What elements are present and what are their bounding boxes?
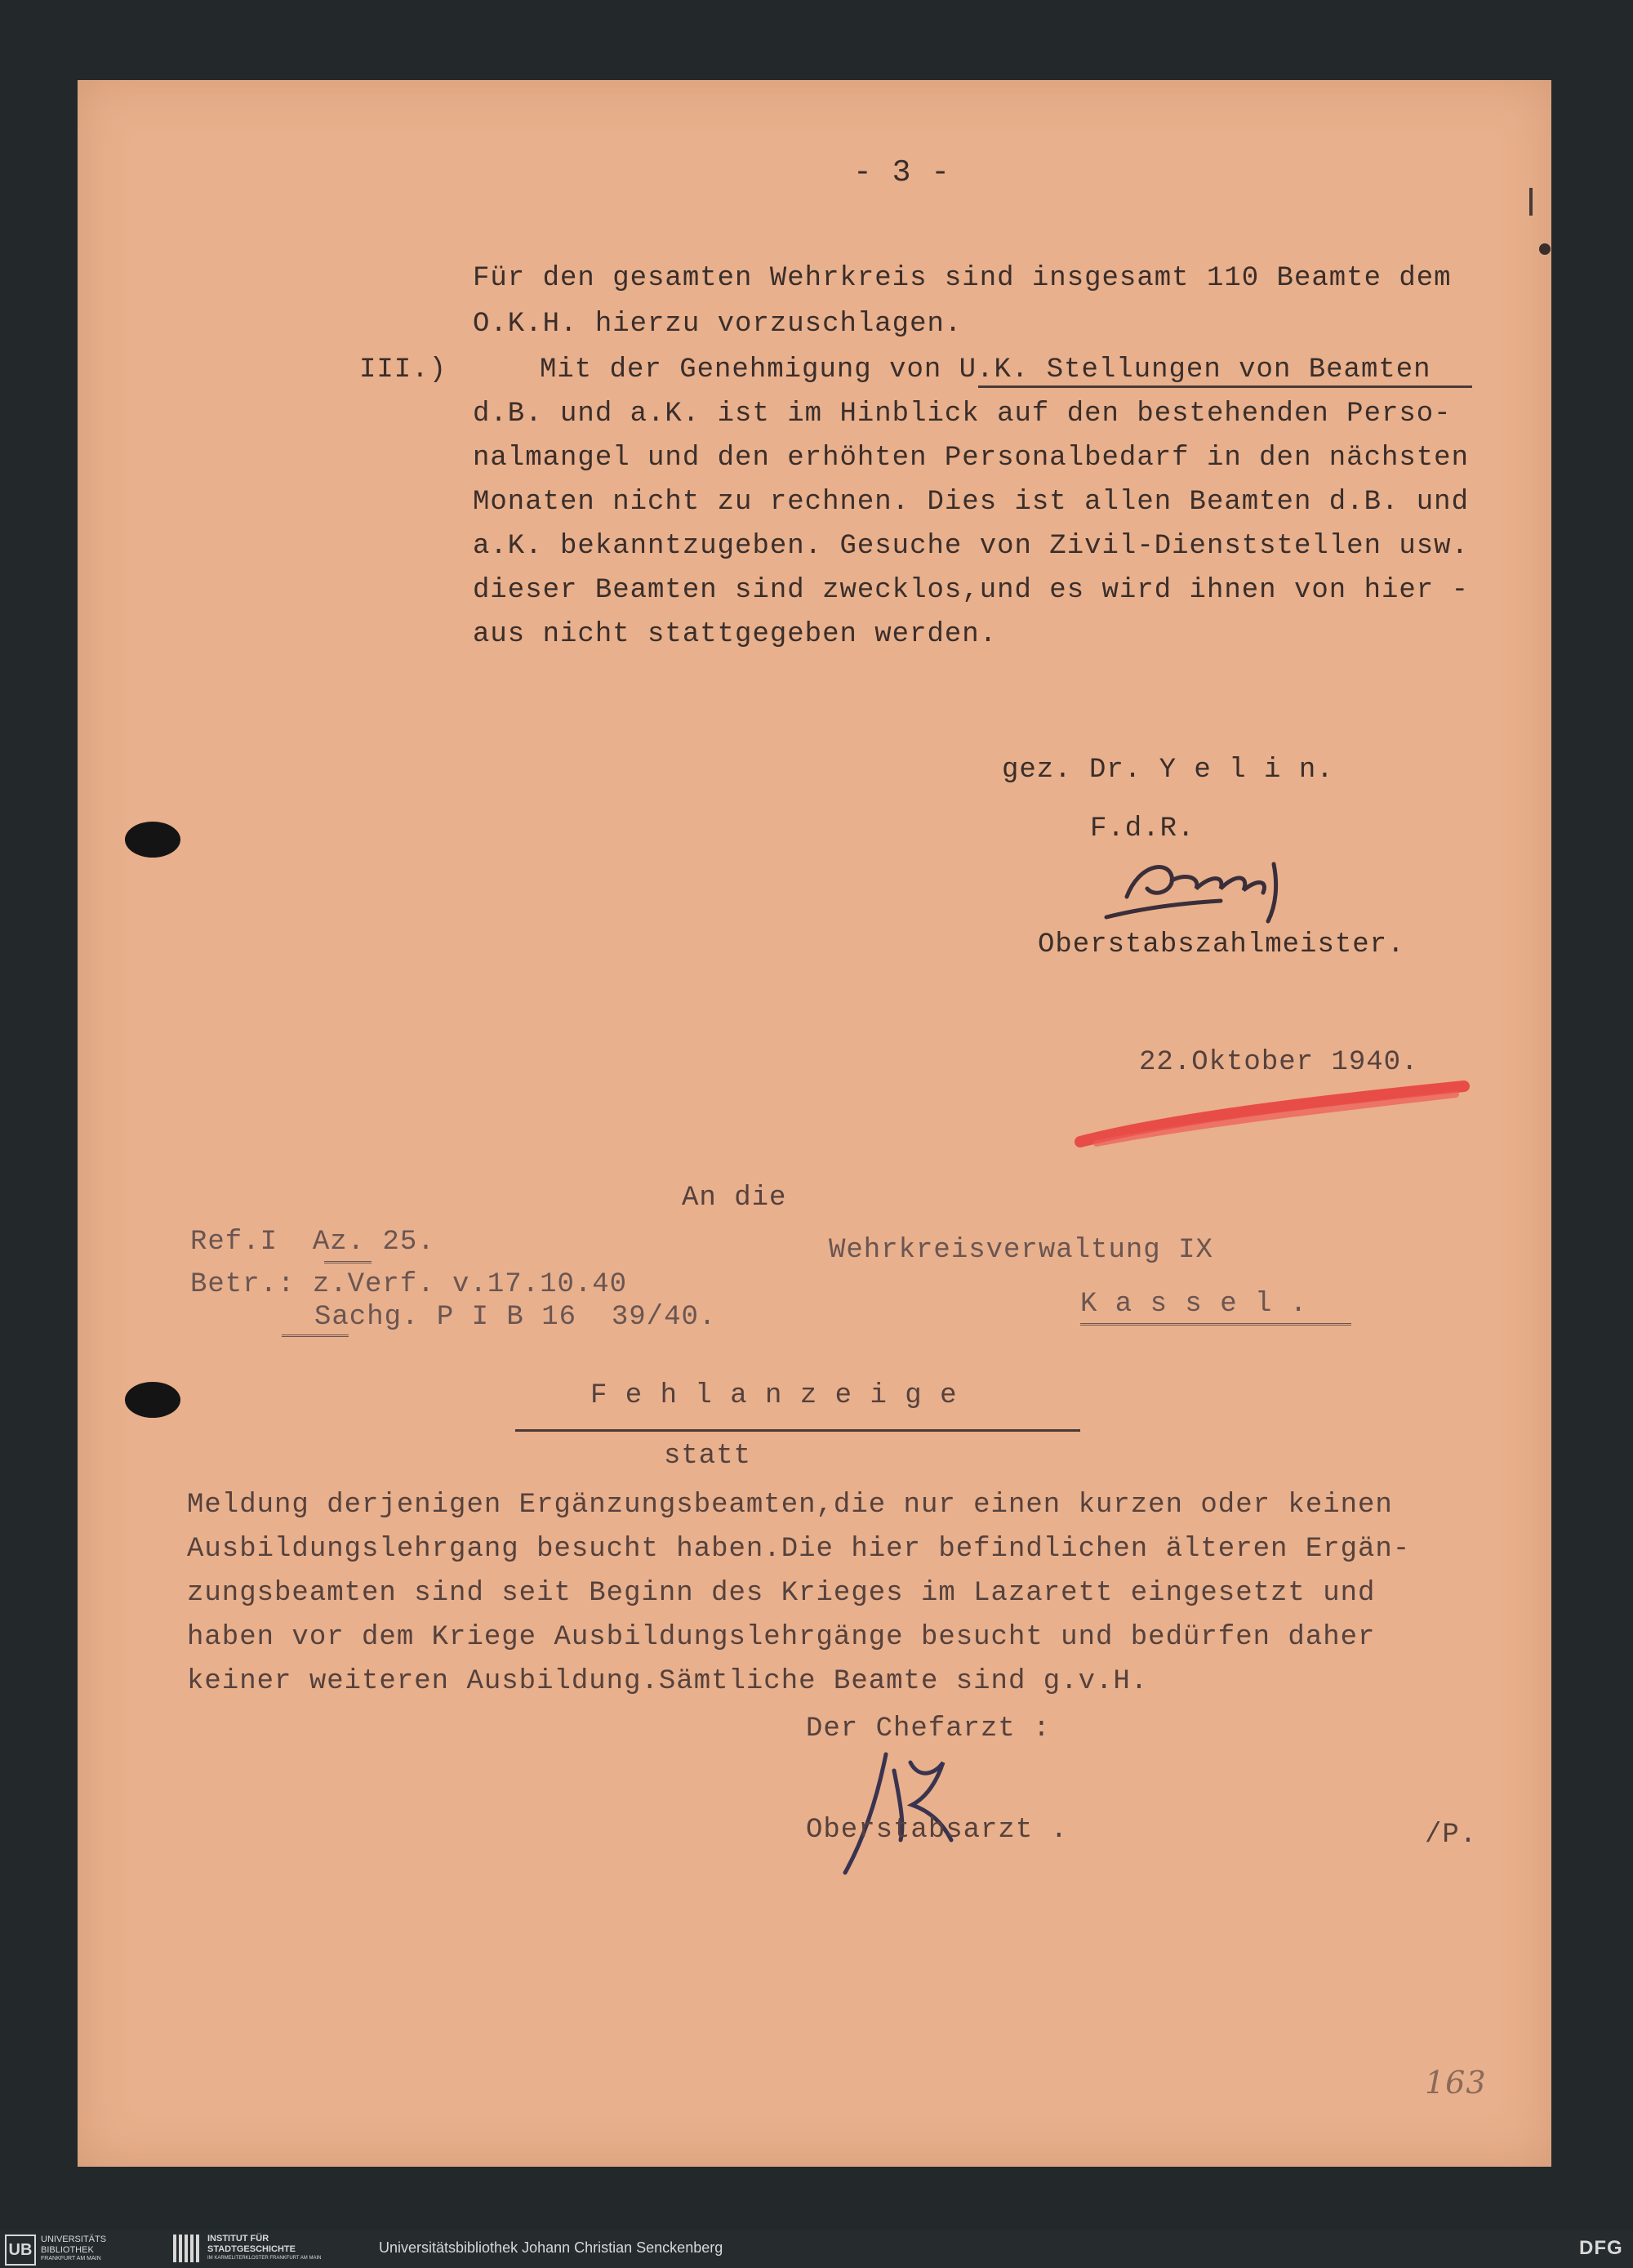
heading-underline [515, 1429, 1080, 1432]
closing-initial: /P. [1425, 1820, 1478, 1851]
punch-hole-lower [125, 1382, 180, 1418]
section-marker: III.) [359, 354, 447, 385]
reply-line: haben vor dem Kriege Ausbildungslehrgänge besucht und bedürfen daher [187, 1622, 1376, 1653]
isg-text-line: IM KARMELITERKLOSTER FRANKFURT AM MAIN [207, 2256, 322, 2261]
ub-text-line: FRANKFURT AM MAIN [41, 2256, 101, 2261]
report-subheading: statt [664, 1441, 752, 1472]
section-line: Mit der Genehmigung von U.K. Stellungen von Beamten [540, 354, 1431, 385]
fdr-mark: F.d.R. [1090, 813, 1195, 844]
ref-underline [324, 1261, 372, 1263]
archive-number: 163 [1425, 2065, 1487, 2101]
sachg-underline [282, 1335, 349, 1337]
isg-text-line: STADTGESCHICHTE [207, 2244, 296, 2254]
signed-by: gez. Dr. Y e l i n. [1002, 755, 1334, 786]
closing-chief: Der Chefarzt : [806, 1713, 1051, 1744]
signer-title: Oberstabszahlmeister. [1038, 929, 1405, 960]
section-line: Monaten nicht zu rechnen. Dies ist allen Beamten d.B. und [473, 487, 1469, 518]
report-heading: F e h l a n z e i g e [590, 1380, 958, 1411]
recipient-to: An die [682, 1183, 787, 1214]
viewer-footer [0, 2230, 1633, 2268]
reply-line: Ausbildungslehrgang besucht haben.Die hier befindlichen älteren Ergän- [187, 1534, 1411, 1565]
red-pencil-mark [1072, 1078, 1480, 1160]
reference-ref: Ref.I Az. 25. [190, 1227, 435, 1258]
reference-sachg: Sachg. P I B 16 39/40. [314, 1302, 717, 1333]
section-line: dieser Beamten sind zwecklos,und es wird ihnen von hier - [473, 575, 1469, 606]
handwritten-signature [1090, 840, 1335, 929]
handwritten-initials [829, 1738, 984, 1877]
edge-mark [1529, 188, 1533, 216]
ub-text-line: BIBLIOTHEK [41, 2245, 94, 2255]
page-number: - 3 - [853, 155, 951, 190]
ub-text-line: UNIVERSITÄTS [41, 2235, 107, 2244]
paragraph-line: O.K.H. hierzu vorzuschlagen. [473, 309, 963, 340]
reply-line: zungsbeamten sind seit Beginn des Krieges im Lazarett eingesetzt und [187, 1578, 1376, 1609]
reply-line: keiner weiteren Ausbildung.Sämtliche Beamte sind g.v.H. [187, 1666, 1149, 1697]
document-page [78, 80, 1551, 2167]
isg-logo-icon[interactable] [173, 2235, 201, 2262]
closing-rank: Oberstabsarzt . [806, 1815, 1069, 1846]
isg-text-line: INSTITUT FÜR [207, 2234, 269, 2243]
edge-dot [1539, 243, 1551, 255]
section-line: a.K. bekanntzugeben. Gesuche von Zivil-Dienststellen usw. [473, 531, 1469, 562]
city-underline [1080, 1323, 1351, 1326]
dfg-logo[interactable]: DFG [1579, 2237, 1623, 2259]
section-line: aus nicht stattgegeben werden. [473, 619, 998, 650]
section-line: d.B. und a.K. ist im Hinblick auf den bestehenden Perso- [473, 399, 1452, 430]
document-date: 22.Oktober 1940. [1139, 1047, 1419, 1078]
recipient-office: Wehrkreisverwaltung IX [829, 1235, 1213, 1266]
underline-uk-stellungen [978, 385, 1472, 388]
paragraph-line: Für den gesamten Wehrkreis sind insgesamt 110 Beamte dem [473, 263, 1452, 294]
section-line: nalmangel und den erhöhten Personalbedarf in den nächsten [473, 443, 1469, 474]
punch-hole-upper [125, 822, 180, 858]
reply-line: Meldung derjenigen Ergänzungsbeamten,die nur einen kurzen oder keinen [187, 1490, 1393, 1521]
reference-betr: Betr.: z.Verf. v.17.10.40 [190, 1269, 628, 1300]
recipient-city: K a s s e l . [1080, 1289, 1308, 1320]
library-name: Universitätsbibliothek Johann Christian Senckenberg [379, 2239, 723, 2256]
ub-logo[interactable]: UB [5, 2235, 36, 2266]
